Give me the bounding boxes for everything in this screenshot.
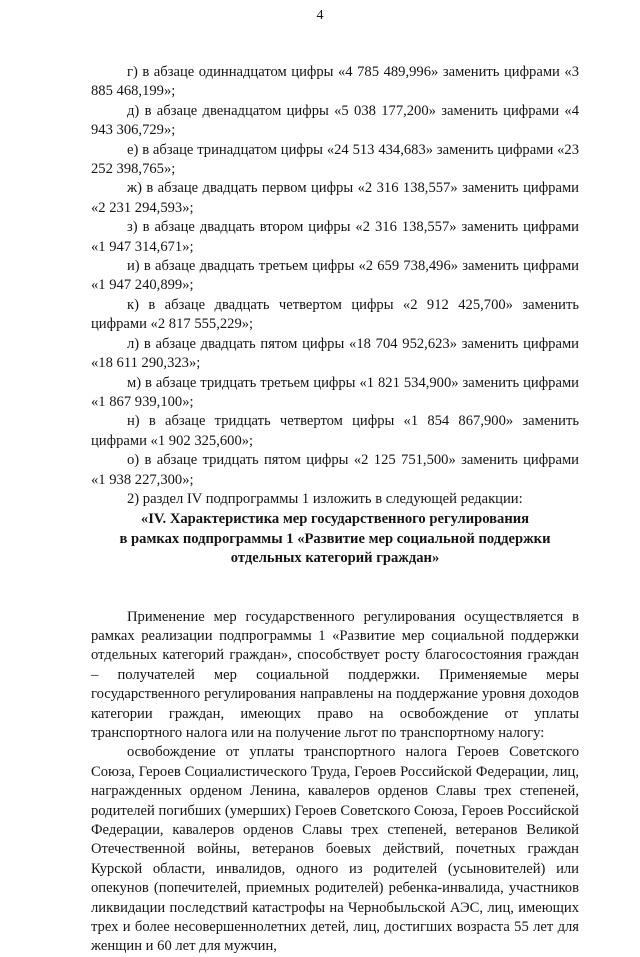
section-heading bbox=[91, 510, 579, 568]
amendment-item-e: е) в абзаце тринадцатом цифры «24 513 434,683» заменить цифрами «23 252 398,765»; bbox=[91, 141, 579, 178]
amendment-item-n: н) в абзаце тридцать четвертом цифры «1 854 867,900» заменить цифрами «1 902 325,600»; bbox=[91, 413, 579, 449]
body-paragraph-1: Применение мер государственного регулирования осуществляется в рамках реализации подпрограммы 1 «Развитие мер социальной поддержки отдельных категорий граждан», способствует росту благосостояния граждан – получателей мер социальной поддержки. Применяемые меры государственного регулирования направлены на поддержание уровня доходов категории граждан, имеющих право на освобождение от уплаты транспортного налога или на получение льгот по транспортному налогу: bbox=[91, 608, 579, 741]
amendment-item-zh: ж) в абзаце двадцать первом цифры «2 316 138,557» заменить цифрами «2 231 294,593»; bbox=[91, 180, 579, 216]
page-number: 4 bbox=[316, 8, 324, 23]
section-heading-line-1: «IV. Характеристика мер государственного регулирования bbox=[140, 511, 530, 528]
intro-line: 2) раздел IV подпрограммы 1 изложить в следующей редакции: bbox=[127, 490, 523, 507]
amendment-item-g: г) в абзаце одиннадцатом цифры «4 785 489,996» заменить цифрами «3 885 468,199»; bbox=[91, 64, 579, 100]
amendment-item-l: л) в абзаце двадцать пятом цифры «18 704 952,623» заменить цифрами «18 611 290,323»; bbox=[91, 335, 579, 372]
amendment-item-z: з) в абзаце двадцать втором цифры «2 316 138,557» заменить цифрами «1 947 314,671»; bbox=[91, 219, 579, 255]
amendment-item-k: к) в абзаце двадцать четвертом цифры «2 912 425,700» заменить цифрами «2 817 555,229»; bbox=[91, 296, 579, 333]
section-heading-line-3: отдельных категорий граждан» bbox=[230, 550, 440, 567]
section-heading-line-2: в рамках подпрограммы 1 «Развитие мер социальной поддержки bbox=[119, 530, 551, 547]
amendment-item-d: д) в абзаце двенадцатом цифры «5 038 177,200» заменить цифрами «4 943 306,729»; bbox=[91, 102, 579, 139]
spacer bbox=[91, 569, 579, 608]
amendment-item-i: и) в абзаце двадцать третьем цифры «2 659 738,496» заменить цифрами «1 947 240,899»; bbox=[91, 258, 579, 294]
document-body bbox=[91, 63, 579, 957]
amendment-item-o: о) в абзаце тридцать пятом цифры «2 125 751,500» заменить цифрами «1 938 227,300»; bbox=[91, 452, 579, 488]
body-paragraph-2: освобождение от уплаты транспортного налога Героев Советского Союза, Героев Социалистического Труда, Героев Российской Федерации, лиц, награжденных орденом Ленина, кавалеров орденов Славы трех степеней, родителей погибших (умерших) Героев Советского Союза, Героев Российской Федерации, кавалеров орденов Славы трех степеней, ветеранов Великой Отечественной войны, ветеранов боевых действий, почетных граждан Курской области, инвалидов, одного из родителей (усыновителей) или опекунов (попечителей, приемных родителей) ребенка-инвалида, участников ликвидации последствий катастрофы на Чернобыльской АЭС, лиц, имеющих трех и более несовершеннолетних детей, лиц, достигших возраста 55 лет для женщин и 60 лет для мужчин, bbox=[91, 744, 579, 955]
amendment-item-m: м) в абзаце тридцать третьем цифры «1 821 534,900» заменить цифрами «1 867 939,100»; bbox=[91, 374, 579, 410]
